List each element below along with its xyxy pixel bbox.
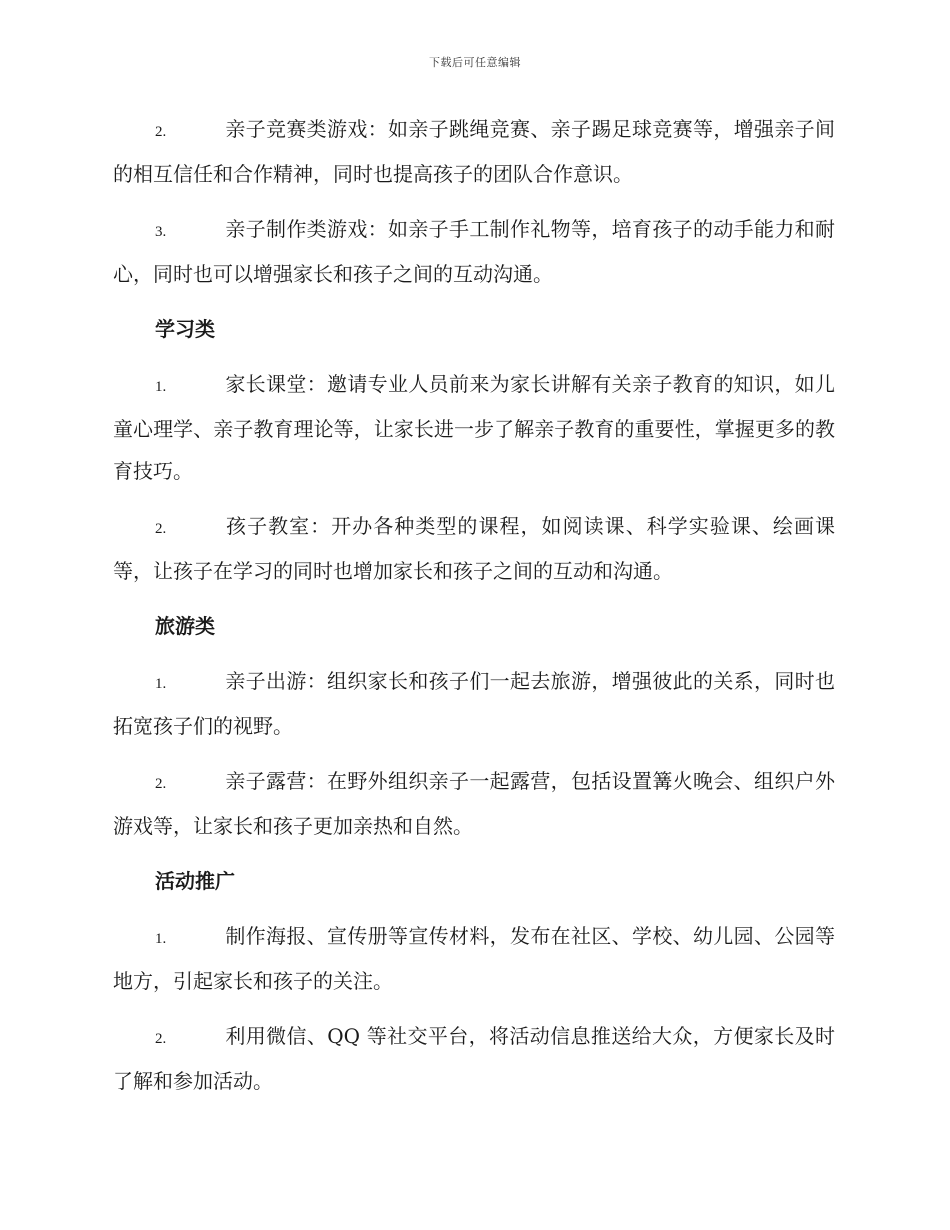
list-text: 亲子竞赛类游戏：如亲子跳绳竞赛、亲子踢足球竞赛等，增强亲子间的相互信任和合作精神，同时也提高孩子的团队合作意识。 (113, 117, 835, 186)
page-header: 下载后可任意编辑 (429, 56, 521, 69)
list-number: 2. (155, 124, 167, 140)
list-item (113, 505, 835, 592)
list-number: 2. (155, 1031, 167, 1047)
list-text: 制作海报、宣传册等宣传材料，发布在社区、学校、幼儿园、公园等地方，引起家长和孩子的关注。 (113, 924, 835, 993)
list-number: 1. (155, 931, 167, 947)
list-text: 孩子教室：开办各种类型的课程，如阅读课、科学实验课、绘画课等，让孩子在学习的同时也增加家长和孩子之间的互动和沟通。 (113, 514, 835, 583)
list-number: 3. (155, 224, 167, 240)
list-number: 2. (155, 521, 167, 537)
list-item (113, 1015, 835, 1102)
section-heading: 旅游类 (155, 614, 215, 638)
list-number: 1. (155, 379, 167, 395)
list-number: 2. (155, 776, 167, 792)
list-item (113, 363, 835, 492)
list-text: 亲子制作类游戏：如亲子手工制作礼物等，培育孩子的动手能力和耐心，同时也可以增强家长和孩子之间的互动沟通。 (113, 217, 835, 286)
document-body (113, 108, 835, 1115)
list-text: 亲子露营：在野外组织亲子一起露营，包括设置篝火晚会、组织户外游戏等，让家长和孩子更加亲热和自然。 (113, 769, 835, 838)
list-text: 利用微信、QQ 等社交平台，将活动信息推送给大众，方便家长及时了解和参加活动。 (113, 1024, 835, 1093)
list-number: 1. (155, 676, 167, 692)
section-heading: 学习类 (155, 317, 215, 341)
section-heading: 活动推广 (155, 869, 235, 893)
list-item (113, 108, 835, 195)
list-item (113, 208, 835, 295)
list-item (113, 660, 835, 747)
list-item (113, 760, 835, 847)
list-item (113, 915, 835, 1002)
list-text: 家长课堂：邀请专业人员前来为家长讲解有关亲子教育的知识，如儿童心理学、亲子教育理论等，让家长进一步了解亲子教育的重要性，掌握更多的教育技巧。 (113, 372, 835, 483)
list-text: 亲子出游：组织家长和孩子们一起去旅游，增强彼此的关系，同时也拓宽孩子们的视野。 (113, 669, 835, 738)
